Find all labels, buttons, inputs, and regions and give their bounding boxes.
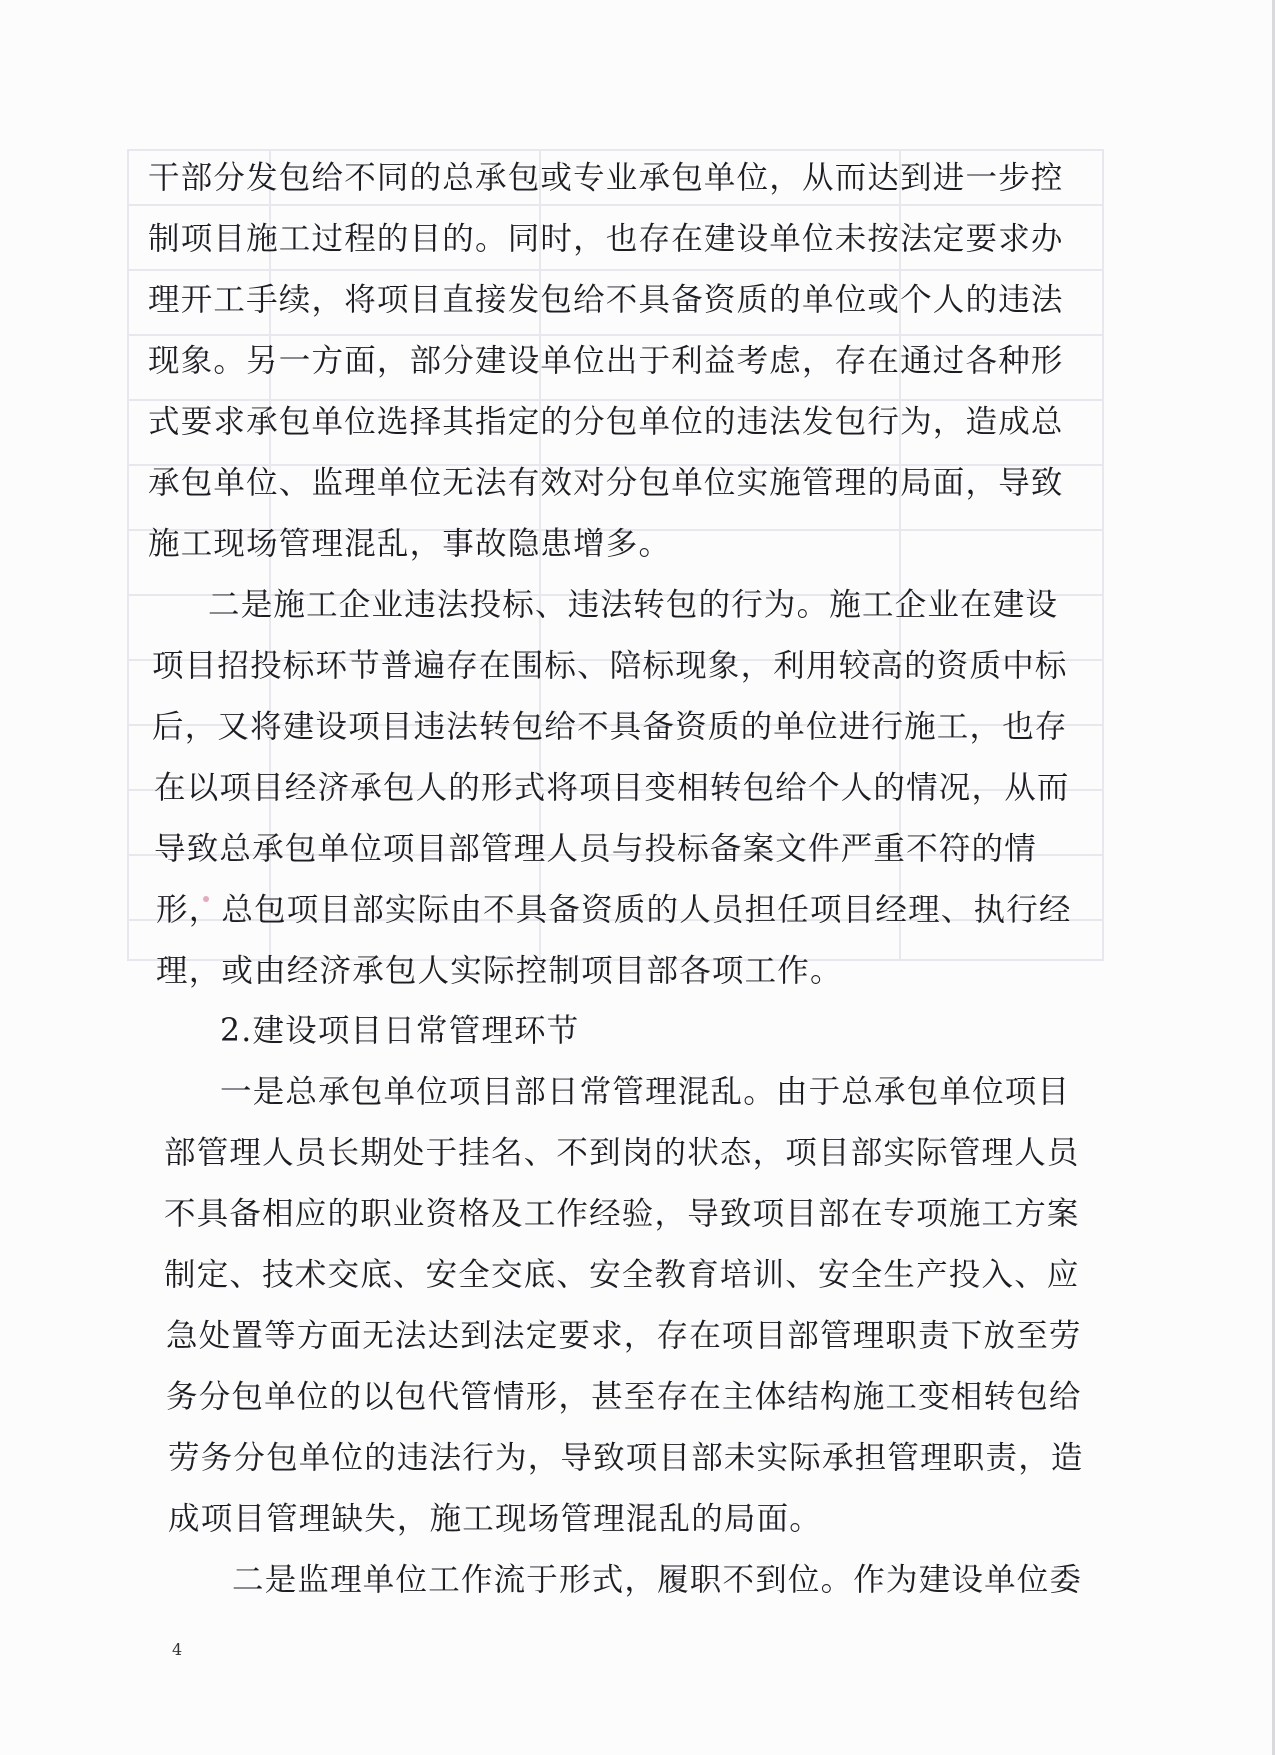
section-heading: 2.建设项目日常管理环节 <box>220 1013 580 1049</box>
text-line: 干部分发包给不同的总承包或专业承包单位，从而达到进一步控 <box>148 160 1064 196</box>
text-line: 现象。另一方面，部分建设单位出于利益考虑，存在通过各种形 <box>148 343 1064 379</box>
text-line: 式要求承包单位选择其指定的分包单位的违法发包行为，造成总 <box>148 404 1064 440</box>
text-line: 二是监理单位工作流于形式，履职不到位。作为建设单位委 <box>232 1562 1083 1598</box>
text-line: 务分包单位的以包代管情形，甚至存在主体结构施工变相转包给 <box>166 1379 1082 1415</box>
text-line: 后，又将建设项目违法转包给不具备资质的单位进行施工，也存 <box>152 709 1068 745</box>
text-line: 在以项目经济承包人的形式将项目变相转包给个人的情况，从而 <box>154 770 1070 806</box>
text-line: 承包单位、监理单位无法有效对分包单位实施管理的局面，导致 <box>148 465 1064 501</box>
text-line: 制项目施工过程的目的。同时，也存在建设单位未按法定要求办 <box>148 221 1064 257</box>
text-line: 成项目管理缺失，施工现场管理混乱的局面。 <box>168 1501 823 1537</box>
text-line: 理，或由经济承包人实际控制项目部各项工作。 <box>156 953 843 989</box>
text-line: 二是施工企业违法投标、违法转包的行为。施工企业在建设 <box>208 587 1059 623</box>
text-line: 劳务分包单位的违法行为，导致项目部未实际承担管理职责，造 <box>168 1440 1084 1476</box>
text-line: 施工现场管理混乱，事故隐患增多。 <box>148 526 672 562</box>
text-line: 不具备相应的职业资格及工作经验，导致项目部在专项施工方案 <box>164 1196 1080 1232</box>
text-line: 部管理人员长期处于挂名、不到岗的状态，项目部实际管理人员 <box>164 1135 1080 1171</box>
text-line: 制定、技术交底、安全交底、安全教育培训、安全生产投入、应 <box>164 1257 1080 1293</box>
text-line: 急处置等方面无法达到法定要求，存在项目部管理职责下放至劳 <box>166 1318 1082 1354</box>
page-number: 4 <box>172 1640 183 1659</box>
text-line: 理开工手续，将项目直接发包给不具备资质的单位或个人的违法 <box>148 282 1064 318</box>
text-line: 形，总包项目部实际由不具备资质的人员担任项目经理、执行经 <box>156 892 1072 928</box>
text-line: 一是总承包单位项目部日常管理混乱。由于总承包单位项目 <box>220 1074 1071 1110</box>
text-line: 导致总承包单位项目部管理人员与投标备案文件严重不符的情 <box>154 831 1037 867</box>
text-line: 项目招投标环节普遍存在围标、陪标现象，利用较高的资质中标 <box>152 648 1068 684</box>
